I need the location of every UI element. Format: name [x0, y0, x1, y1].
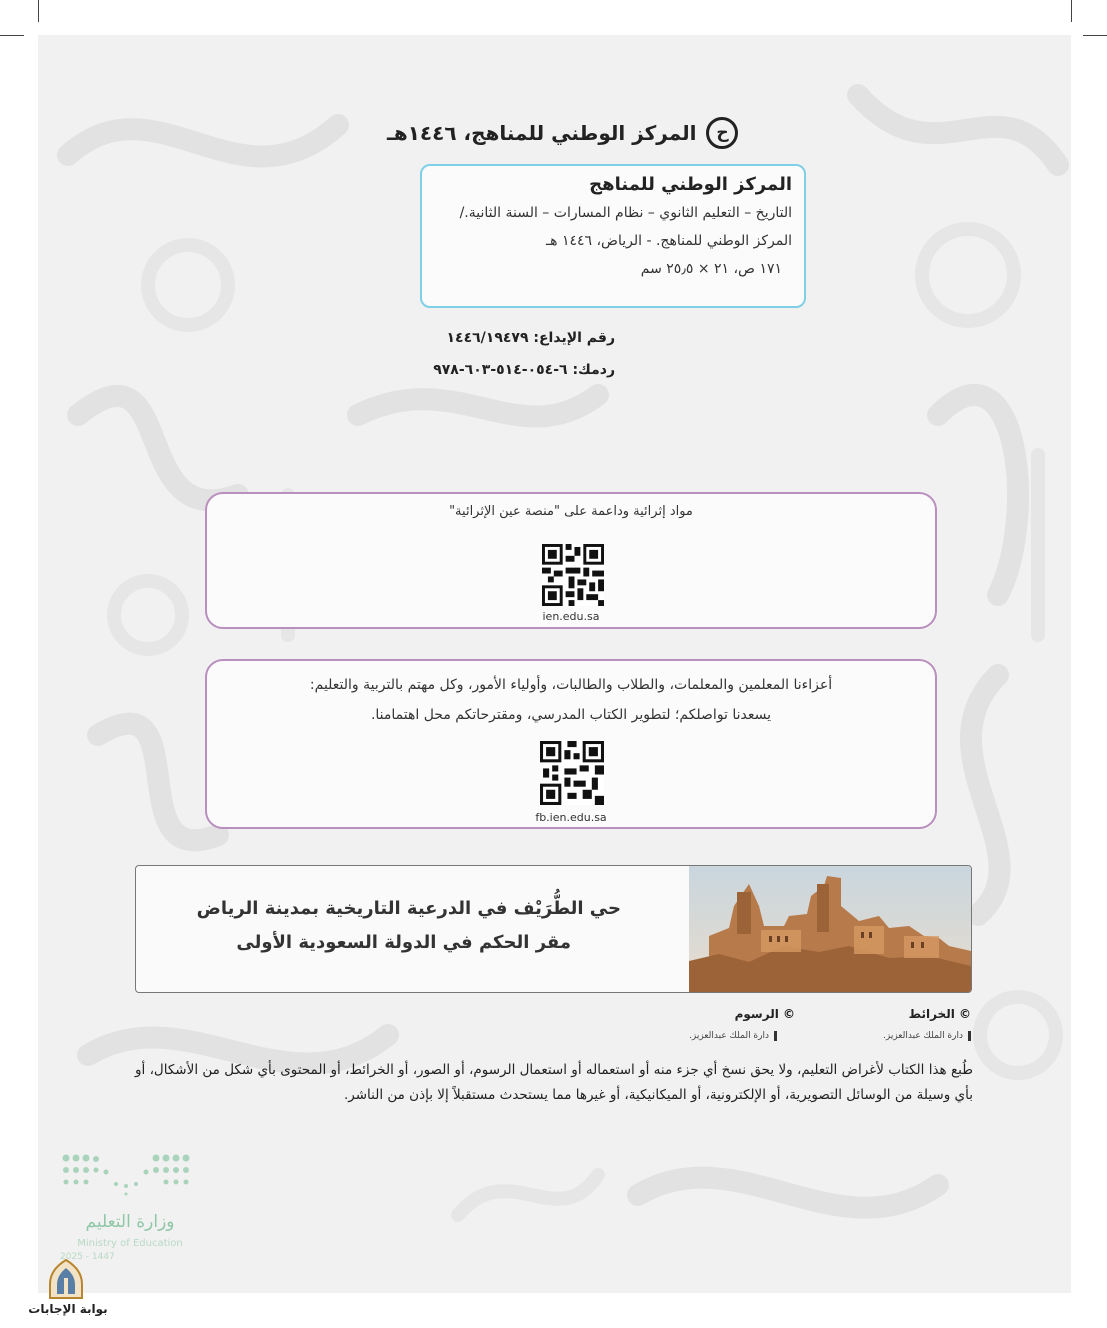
enrichment-box: [205, 492, 937, 629]
isbn: ردمك: ٦-٠٥٤-٥١٤-٦٠٣-٩٧٨: [433, 362, 615, 378]
enrichment-url[interactable]: ien.edu.sa: [542, 610, 600, 623]
drawings-credit-label: © الرسوم: [734, 1007, 795, 1021]
cataloging-line: المركز الوطني للمناهج. - الرياض، ١٤٤٦ هـ: [546, 233, 792, 249]
ministry-dots-icon: [60, 1152, 200, 1198]
feedback-line: يسعدنا تواصلكم؛ لتطوير الكتاب المدرسي، ومقترحاتكم محل اهتمامنا.: [370, 707, 772, 723]
ministry-english: Ministry of Education: [77, 1238, 183, 1249]
deposit-number: رقم الإيداع: ١٤٤٦/١٩٤٧٩: [446, 330, 615, 346]
feedback-line: أعزاءنا المعلمين والمعلمات، والطلاب والطالبات، وأولياء الأمور، وكل مهتم بالتربية والتعليم:: [309, 677, 833, 693]
drawings-credit-source: دارة الملك عبدالعزيز.: [689, 1031, 777, 1041]
ministry-arabic: وزارة التعليم: [85, 1212, 175, 1232]
copyright-icon: ح: [706, 117, 738, 149]
turaif-photo: [689, 866, 971, 992]
cataloging-line: ١٧١ ص، ٢١ × ٢٥٫٥ سم: [640, 261, 782, 277]
feedback-box: [205, 659, 937, 829]
qr-code-icon[interactable]: [542, 544, 604, 606]
copyright-title: [387, 115, 807, 151]
cataloging-publisher: المركز الوطني للمناهج: [589, 174, 792, 195]
maps-credit-source: دارة الملك عبدالعزيز.: [883, 1031, 971, 1041]
maps-credit-label: © الخرائط: [908, 1007, 971, 1021]
copyright-notice: طُبع هذا الكتاب لأغراض التعليم، ولا يحق نسخ أي جزء منه أو استعماله أو استعمال الرسوم، أو الصور، أو الخرائط، أو المحتوى بأي شكل من الأشكال، أو بأي وسيلة من الوسائل التصويرية، أو الإلكترونية، أو الميكانيكية، أو غيرها مما يستحدث مستقبلاً إلا بإذن من الناشر.: [135, 1062, 973, 1103]
enrichment-text: مواد إثرائية وداعمة على "منصة عين الإثرائية": [449, 504, 693, 519]
ministry-logo: [60, 1152, 210, 1272]
photo-caption-line: حي الطُّرَيْف في الدرعية التاريخية بمدينة الرياض: [196, 898, 621, 919]
lantern-icon: [46, 1258, 86, 1300]
cataloging-box: [420, 164, 806, 308]
badge-label: بوابة الإجابات: [28, 1302, 108, 1316]
photo-caption-line: مقر الحكم في الدولة السعودية الأولى: [236, 932, 571, 953]
ministry-year: 2025 - 1447: [60, 1252, 115, 1262]
answers-portal-badge[interactable]: [28, 1258, 108, 1320]
page-title: المركز الوطني للمناهج، ١٤٤٦هـ: [387, 121, 697, 145]
feedback-url[interactable]: fb.ien.edu.sa: [535, 811, 607, 824]
qr-code-icon[interactable]: [540, 741, 604, 805]
photo-caption-box: [135, 865, 972, 993]
cataloging-line: التاريخ – التعليم الثانوي – نظام المسارات – السنة الثانية./: [459, 205, 792, 221]
